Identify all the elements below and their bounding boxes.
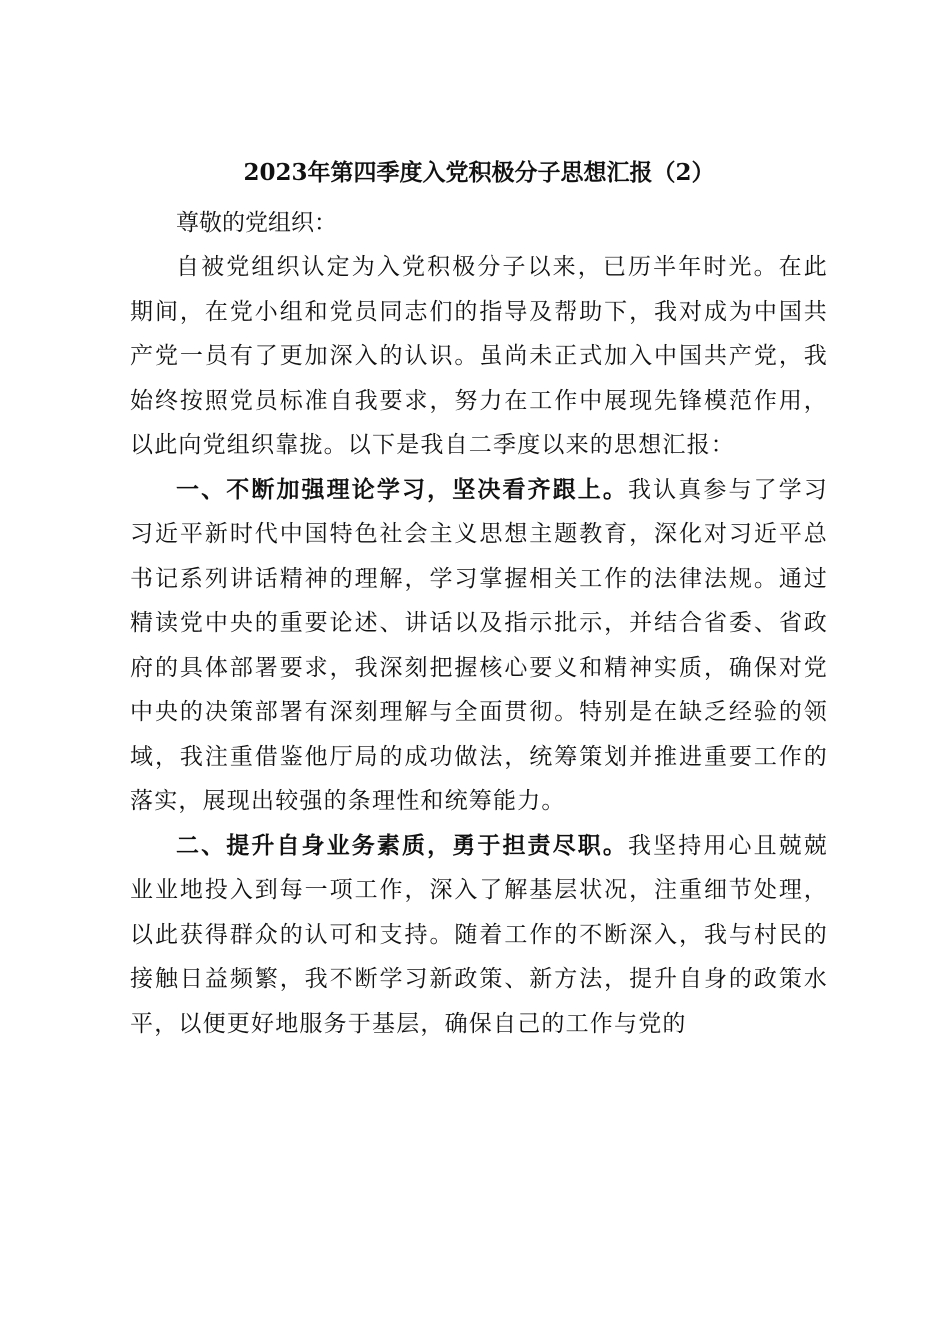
- section-1-body: 我认真参与了学习习近平新时代中国特色社会主义思想主题教育，深化对习近平总书记系列讲话精神的理解，学习掌握相关工作的法律法规。通过精读党中央的重要论述、讲话以及指示批示，并结合省委、省政府的具体部署要求，我深刻把握核心要义和精神实质，确保对党中央的决策部署有深刻理解与全面贯彻。特别是在缺乏经验的领域，我注重借鉴他厅局的成功做法，统筹策划并推进重要工作的落实，展现出较强的条理性和统筹能力。: [130, 476, 828, 814]
- section-1-paragraph: [130, 468, 828, 824]
- document-title: 2023年第四季度入党积极分子思想汇报（2）: [243, 159, 715, 186]
- section-1-heading: 一、不断加强理论学习，坚决看齐跟上。: [176, 476, 629, 503]
- salutation: 尊敬的党组织：: [176, 210, 337, 236]
- section-2-heading: 二、提升自身业务素质，勇于担责尽职。: [176, 832, 629, 859]
- intro-paragraph: 自被党组织认定为入党积极分子以来，已历半年时光。在此期间，在党小组和党员同志们的指导及帮助下，我对成为中国共产党一员有了更加深入的认识。虽尚未正式加入中国共产党，我始终按照党员标准自我要求，努力在工作中展现先锋模范作用，以此向党组织靠拢。以下是我自二季度以来的思想汇报：: [130, 254, 828, 458]
- section-2-body: 我坚持用心且兢兢业业地投入到每一项工作，深入了解基层状况，注重细节处理，以此获得群众的认可和支持。随着工作的不断深入，我与村民的接触日益频繁，我不断学习新政策、新方法，提升自身的政策水平，以便更好地服务于基层，确保自己的工作与党的: [130, 832, 828, 1037]
- document-body: [130, 158, 828, 1046]
- section-2-paragraph: [130, 824, 828, 1047]
